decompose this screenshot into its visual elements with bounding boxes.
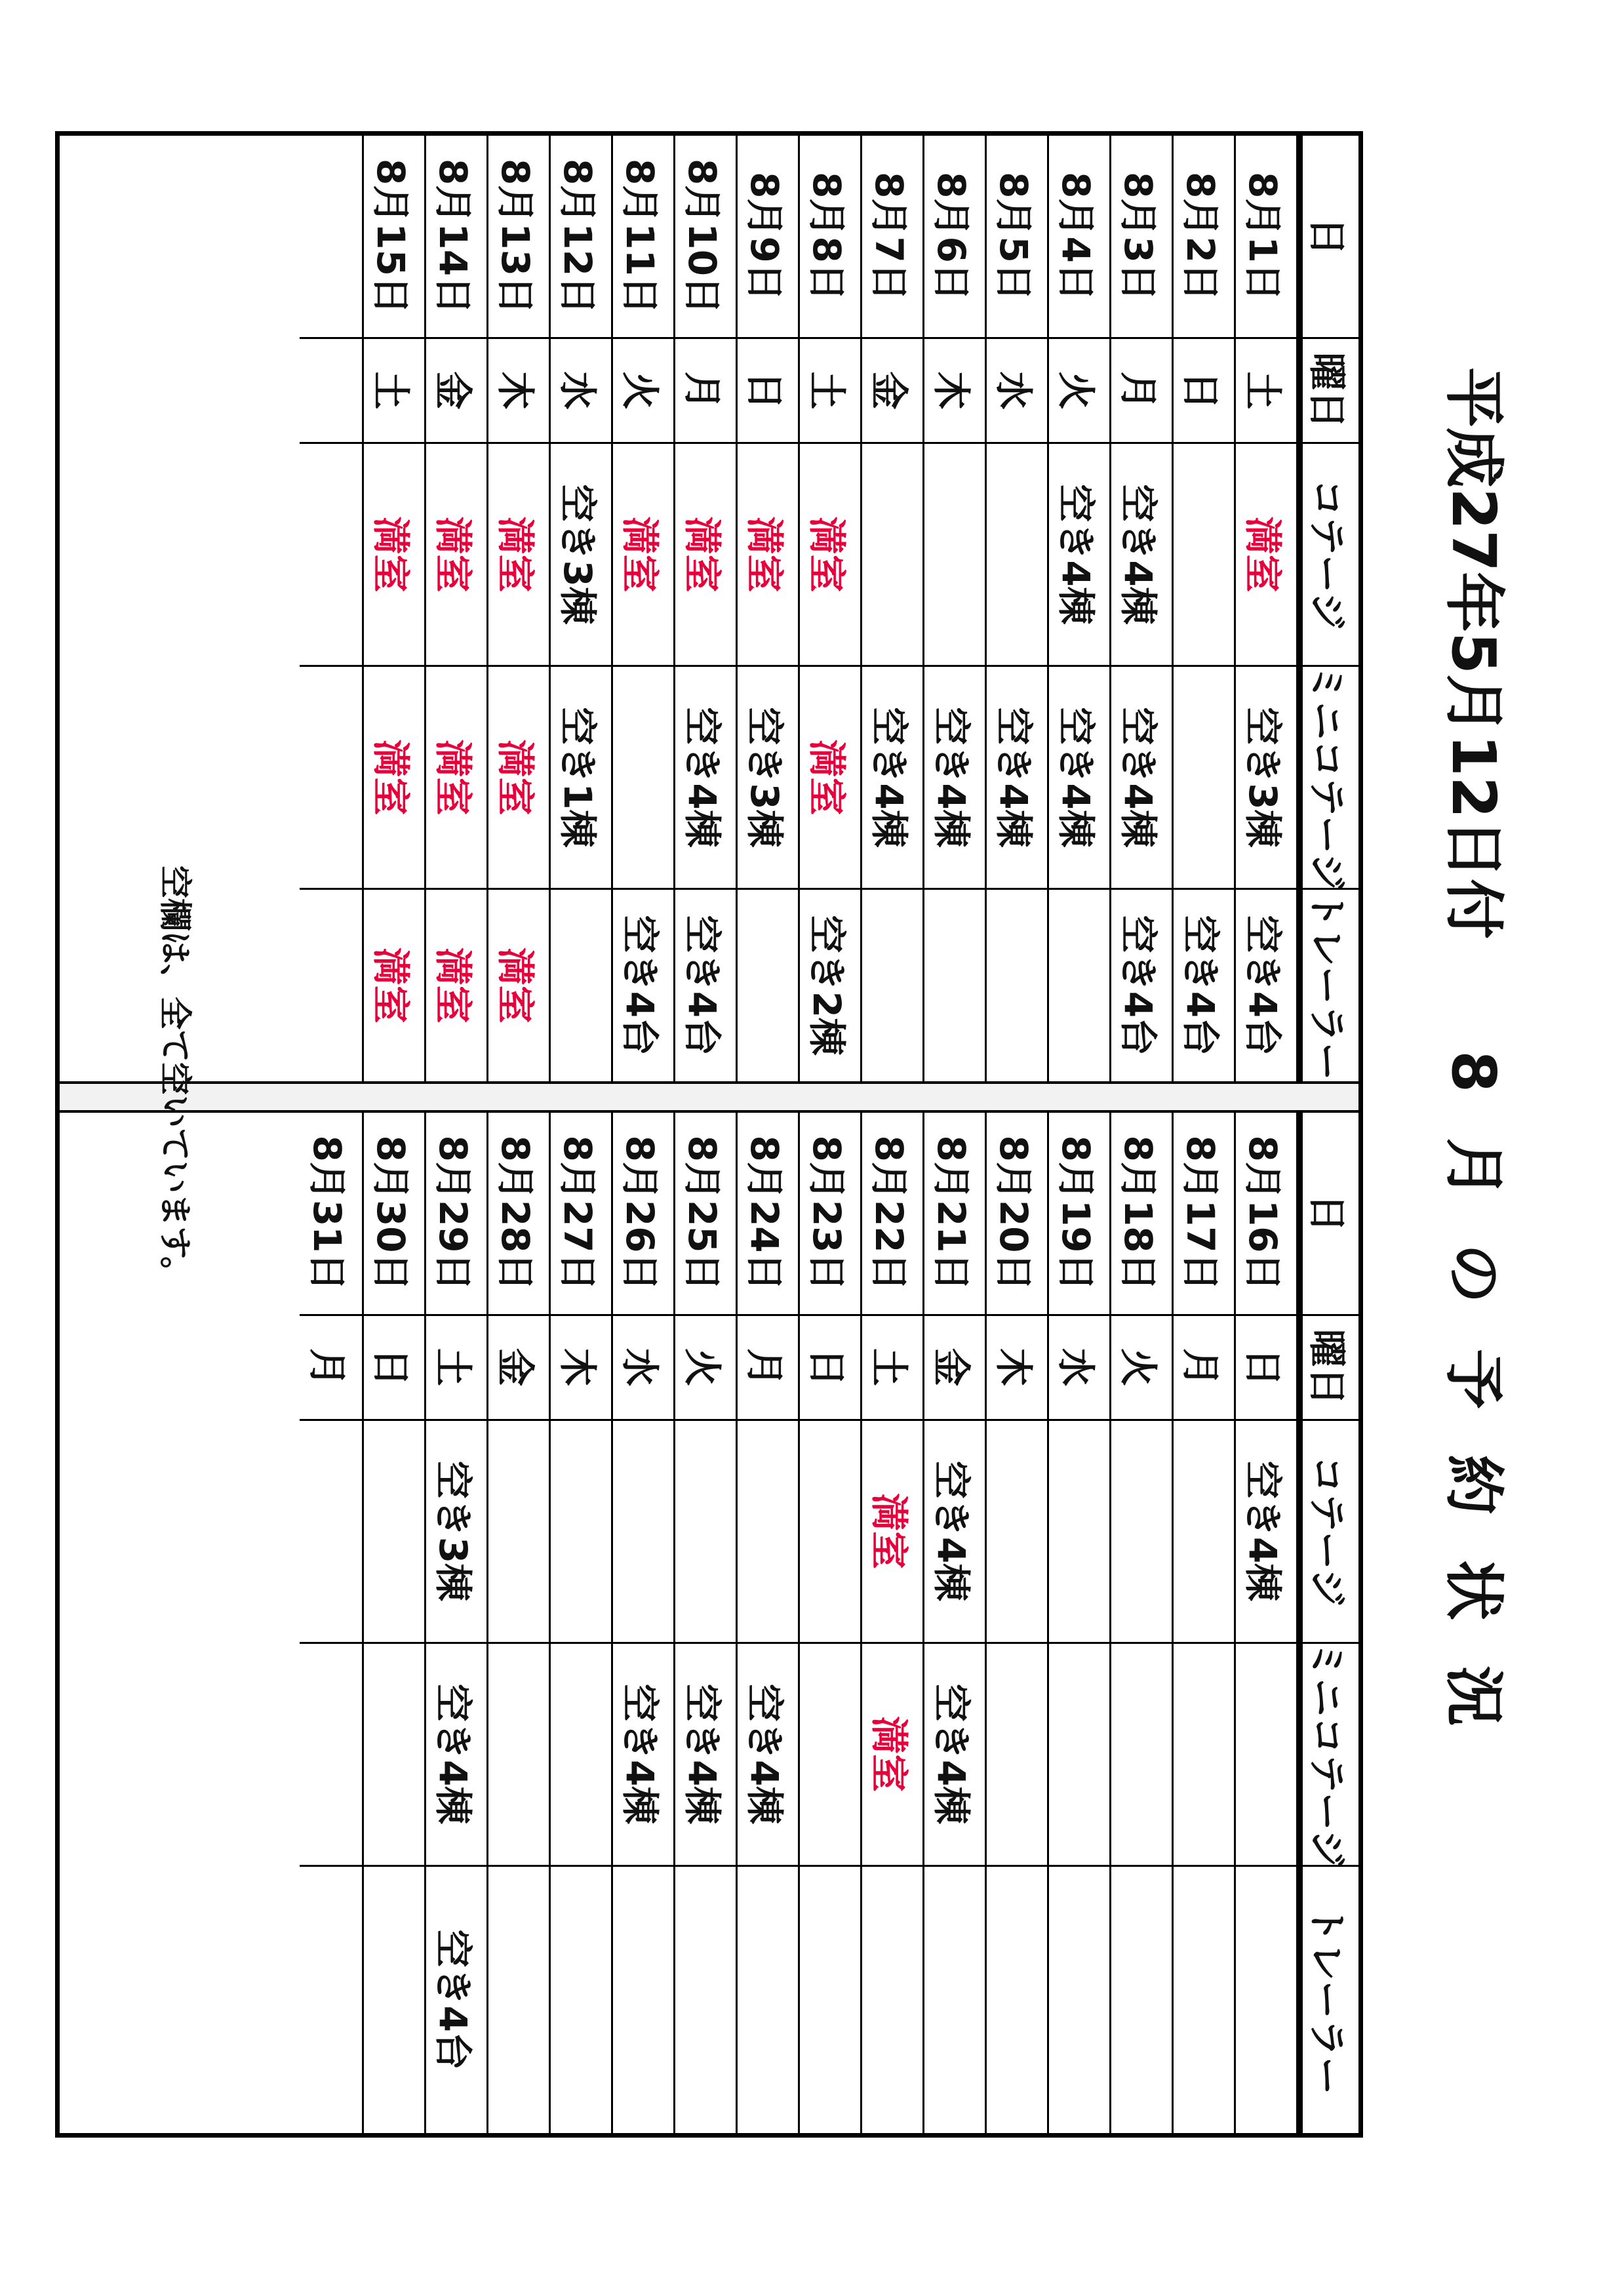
- cell-weekday: 金: [426, 339, 486, 444]
- cell-trailer: [738, 1867, 798, 2133]
- report-heading: 8月の予約状況: [1438, 1050, 1509, 1772]
- table-row: [362, 136, 424, 1081]
- table-row: [486, 1113, 549, 2133]
- cell-date: 8月23日: [800, 1113, 860, 1316]
- table-body-first-half: [300, 136, 1296, 1081]
- cell-date: 8月22日: [862, 1113, 922, 1316]
- cell-date: 8月27日: [551, 1113, 611, 1316]
- cell-cottage: 空き4棟: [924, 1421, 985, 1644]
- table-row: [300, 1113, 362, 2133]
- table-row: [549, 1113, 611, 2133]
- cell-mini-cottage: [987, 1644, 1047, 1867]
- cell-date: 8月19日: [1049, 1113, 1109, 1316]
- header-trailer: トレーラー: [1305, 1904, 1350, 2095]
- cell-mini-cottage: [300, 1644, 362, 1867]
- cell-mini-cottage: 空き4棟: [1049, 667, 1109, 890]
- cell-cottage: 満室: [613, 444, 673, 667]
- table-row: [549, 136, 611, 1081]
- cell-cottage: 満室: [426, 444, 486, 667]
- cell-trailer: [1174, 1867, 1234, 2133]
- cell-date: 8月13日: [488, 136, 549, 339]
- cell-trailer: [1236, 1867, 1296, 2133]
- cell-mini-cottage: 満室: [800, 667, 860, 890]
- cell-cottage: [300, 444, 362, 667]
- table-row: [798, 136, 860, 1081]
- cell-trailer: 満室: [431, 947, 475, 1024]
- cell-cottage: 満室: [488, 444, 549, 667]
- cell-trailer: [862, 890, 922, 1081]
- header-trailer: トレーラー: [1305, 890, 1350, 1081]
- cell-trailer: [488, 1867, 549, 2133]
- cell-trailer: 空き2棟: [804, 915, 849, 1056]
- cell-cottage: 満室: [675, 444, 736, 667]
- cell-date: 8月7日: [862, 136, 922, 339]
- cell-date: 8月31日: [300, 1113, 362, 1316]
- table-row: [922, 1113, 985, 2133]
- cell-cottage: 空き3棟: [426, 1421, 486, 1644]
- cell-cottage: [987, 444, 1047, 667]
- cell-cottage: [1174, 1421, 1234, 1644]
- cell-cottage: 満室: [862, 1421, 922, 1644]
- cell-date: 8月17日: [1174, 1113, 1234, 1316]
- cell-trailer: [924, 1867, 985, 2133]
- cell-cottage: 満室: [1236, 444, 1296, 667]
- cell-weekday: 日: [364, 1316, 424, 1421]
- table-row: [860, 1113, 922, 2133]
- cell-weekday: 金: [488, 1316, 549, 1421]
- cell-weekday: 水: [613, 1316, 673, 1421]
- cell-cottage: 空き4棟: [1049, 444, 1109, 667]
- cell-weekday: [300, 339, 362, 444]
- cell-weekday: 土: [364, 339, 424, 444]
- table-block-second-half: [60, 1110, 1358, 2133]
- table-row: [362, 1113, 424, 2133]
- cell-mini-cottage: [1049, 1644, 1109, 1867]
- cell-mini-cottage: [1236, 1644, 1296, 1867]
- cell-cottage: 満室: [364, 444, 424, 667]
- cell-trailer: 空き4台: [1240, 915, 1285, 1056]
- cell-date: 8月20日: [987, 1113, 1047, 1316]
- cell-cottage: [1174, 444, 1234, 667]
- cell-cottage: [924, 444, 985, 667]
- cell-date: 8月1日: [1236, 136, 1296, 339]
- cell-mini-cottage: 空き4棟: [675, 1644, 736, 1867]
- page-title: [1427, 367, 1519, 2138]
- cell-weekday: 金: [924, 1316, 985, 1421]
- cell-weekday: 日: [800, 1316, 860, 1421]
- table-row: [1234, 1113, 1296, 2133]
- cell-mini-cottage: [800, 1644, 860, 1867]
- table-row: [985, 1113, 1047, 2133]
- cell-trailer: [551, 1867, 611, 2133]
- cell-weekday: 木: [987, 1316, 1047, 1421]
- cell-weekday: 火: [613, 339, 673, 444]
- cell-date: 8月12日: [551, 136, 611, 339]
- table-row: [673, 1113, 736, 2133]
- cell-trailer: 空き4台: [680, 915, 724, 1056]
- table-row: [1234, 136, 1296, 1081]
- cell-date: 8月29日: [426, 1113, 486, 1316]
- cell-date: 8月16日: [1236, 1113, 1296, 1316]
- table-row: [424, 136, 486, 1081]
- cell-cottage: 空き4棟: [1111, 444, 1172, 667]
- header-weekday: 曜日: [1303, 1316, 1358, 1421]
- cell-trailer: 空き4台: [618, 915, 662, 1056]
- cell-mini-cottage: 満室: [364, 667, 424, 890]
- table-row: [1172, 136, 1234, 1081]
- cell-weekday: 木: [488, 339, 549, 444]
- cell-trailer: [1049, 890, 1109, 1081]
- header-date: 日: [1303, 136, 1358, 339]
- cell-trailer: [364, 1867, 424, 2133]
- cell-cottage: [364, 1421, 424, 1644]
- cell-trailer: 空き4台: [431, 1929, 475, 2070]
- cell-cottage: [987, 1421, 1047, 1644]
- cell-date: 8月18日: [1111, 1113, 1172, 1316]
- cell-mini-cottage: 空き4棟: [987, 667, 1047, 890]
- cell-mini-cottage: 空き4棟: [862, 667, 922, 890]
- table-block-first-half: [60, 136, 1358, 1081]
- cell-mini-cottage: 空き4棟: [426, 1644, 486, 1867]
- cell-weekday: 金: [862, 339, 922, 444]
- cell-mini-cottage: [300, 667, 362, 890]
- cell-trailer: [300, 1867, 362, 2133]
- header-mini-cottage: ミニコテージ: [1303, 667, 1358, 890]
- cell-cottage: 満室: [800, 444, 860, 667]
- cell-trailer: 空き4台: [1178, 915, 1223, 1056]
- cell-date: 8月28日: [488, 1113, 549, 1316]
- cell-weekday: 水: [1049, 1316, 1109, 1421]
- cell-weekday: 月: [1111, 339, 1172, 444]
- table-header-row: [1296, 1113, 1358, 2133]
- table-row: [300, 136, 362, 1081]
- table-row: [486, 136, 549, 1081]
- cell-trailer: [551, 890, 611, 1081]
- cell-trailer: [987, 890, 1047, 1081]
- cell-trailer: [613, 1867, 673, 2133]
- cell-date: [300, 136, 362, 339]
- cell-trailer: [1049, 1867, 1109, 2133]
- table-row: [1047, 136, 1109, 1081]
- issue-date: 平成27年5月12日付: [1438, 367, 1509, 940]
- header-cottage: コテージ: [1303, 1421, 1358, 1644]
- cell-mini-cottage: 空き4棟: [924, 667, 985, 890]
- cell-weekday: 木: [551, 1316, 611, 1421]
- cell-mini-cottage: [1174, 1644, 1234, 1867]
- table-header-row: [1296, 136, 1358, 1081]
- cell-trailer: 満室: [368, 947, 413, 1024]
- cell-cottage: [800, 1421, 860, 1644]
- table-row: [985, 136, 1047, 1081]
- cell-cottage: 満室: [738, 444, 798, 667]
- cell-weekday: 日: [738, 339, 798, 444]
- cell-mini-cottage: 空き3棟: [1236, 667, 1296, 890]
- footnote: 空欄は、全て空いています。: [156, 866, 194, 1289]
- cell-date: 8月15日: [364, 136, 424, 339]
- cell-mini-cottage: 空き4棟: [1111, 667, 1172, 890]
- cell-mini-cottage: [488, 1644, 549, 1867]
- cell-cottage: [675, 1421, 736, 1644]
- cell-date: 8月8日: [800, 136, 860, 339]
- cell-trailer: [675, 1867, 736, 2133]
- cell-date: 8月5日: [987, 136, 1047, 339]
- cell-date: 8月4日: [1049, 136, 1109, 339]
- cell-date: 8月11日: [613, 136, 673, 339]
- cell-date: 8月26日: [613, 1113, 673, 1316]
- cell-mini-cottage: [364, 1644, 424, 1867]
- cell-trailer: [862, 1867, 922, 2133]
- table-row: [424, 1113, 486, 2133]
- center-divider: [60, 1081, 1358, 1110]
- table-body-second-half: [300, 1113, 1296, 2133]
- cell-mini-cottage: [551, 1644, 611, 1867]
- cell-cottage: [300, 1421, 362, 1644]
- cell-cottage: [862, 444, 922, 667]
- cell-weekday: 土: [800, 339, 860, 444]
- cell-trailer: [738, 890, 798, 1081]
- header-weekday: 曜日: [1303, 339, 1358, 444]
- cell-weekday: 日: [1236, 1316, 1296, 1421]
- cell-cottage: 空き3棟: [551, 444, 611, 667]
- table-row: [1047, 1113, 1109, 2133]
- header-cottage: コテージ: [1303, 444, 1358, 667]
- table-row: [673, 136, 736, 1081]
- cell-cottage: [738, 1421, 798, 1644]
- cell-mini-cottage: 満室: [862, 1644, 922, 1867]
- cell-trailer: [300, 890, 362, 1081]
- cell-date: 8月30日: [364, 1113, 424, 1316]
- cell-mini-cottage: [1174, 667, 1234, 890]
- cell-mini-cottage: 空き4棟: [613, 1644, 673, 1867]
- cell-mini-cottage: 満室: [488, 667, 549, 890]
- cell-cottage: [551, 1421, 611, 1644]
- cell-mini-cottage: 満室: [426, 667, 486, 890]
- cell-mini-cottage: 空き4棟: [738, 1644, 798, 1867]
- header-mini-cottage: ミニコテージ: [1303, 1644, 1358, 1867]
- cell-mini-cottage: [1111, 1644, 1172, 1867]
- table-row: [1172, 1113, 1234, 2133]
- cell-weekday: 水: [551, 339, 611, 444]
- cell-trailer: [924, 890, 985, 1081]
- table-row: [922, 136, 985, 1081]
- cell-cottage: [1049, 1421, 1109, 1644]
- cell-weekday: 土: [1236, 339, 1296, 444]
- cell-date: 8月3日: [1111, 136, 1172, 339]
- cell-weekday: 月: [1174, 1316, 1234, 1421]
- cell-trailer: [987, 1867, 1047, 2133]
- table-row: [611, 1113, 673, 2133]
- cell-date: 8月24日: [738, 1113, 798, 1316]
- cell-weekday: 水: [987, 339, 1047, 444]
- cell-weekday: 火: [675, 1316, 736, 1421]
- cell-weekday: 火: [1111, 1316, 1172, 1421]
- cell-mini-cottage: 空き4棟: [675, 667, 736, 890]
- cell-cottage: [613, 1421, 673, 1644]
- cell-weekday: 木: [924, 339, 985, 444]
- cell-cottage: [488, 1421, 549, 1644]
- table-row: [736, 1113, 798, 2133]
- table-row: [1109, 136, 1172, 1081]
- cell-weekday: 火: [1049, 339, 1109, 444]
- cell-weekday: 月: [675, 339, 736, 444]
- cell-trailer: [1111, 1867, 1172, 2133]
- cell-date: 8月2日: [1174, 136, 1234, 339]
- cell-date: 8月14日: [426, 136, 486, 339]
- cell-date: 8月6日: [924, 136, 985, 339]
- table-row: [736, 136, 798, 1081]
- cell-mini-cottage: 空き3棟: [738, 667, 798, 890]
- cell-trailer: [800, 1867, 860, 2133]
- cell-cottage: [1111, 1421, 1172, 1644]
- cell-weekday: 土: [862, 1316, 922, 1421]
- cell-trailer: 満室: [493, 947, 538, 1024]
- cell-cottage: 空き4棟: [1236, 1421, 1296, 1644]
- table-row: [860, 136, 922, 1081]
- cell-trailer: 空き4台: [1116, 915, 1160, 1056]
- header-date: 日: [1303, 1113, 1358, 1316]
- table-row: [1109, 1113, 1172, 2133]
- cell-date: 8月9日: [738, 136, 798, 339]
- cell-date: 8月21日: [924, 1113, 985, 1316]
- reservation-table: [55, 131, 1363, 2138]
- cell-weekday: 土: [426, 1316, 486, 1421]
- cell-date: 8月10日: [675, 136, 736, 339]
- cell-mini-cottage: 空き1棟: [551, 667, 611, 890]
- cell-weekday: 日: [1174, 339, 1234, 444]
- table-row: [798, 1113, 860, 2133]
- cell-weekday: 月: [738, 1316, 798, 1421]
- table-row: [611, 136, 673, 1081]
- cell-mini-cottage: 空き4棟: [924, 1644, 985, 1867]
- cell-weekday: 月: [300, 1316, 362, 1421]
- cell-mini-cottage: [613, 667, 673, 890]
- cell-date: 8月25日: [675, 1113, 736, 1316]
